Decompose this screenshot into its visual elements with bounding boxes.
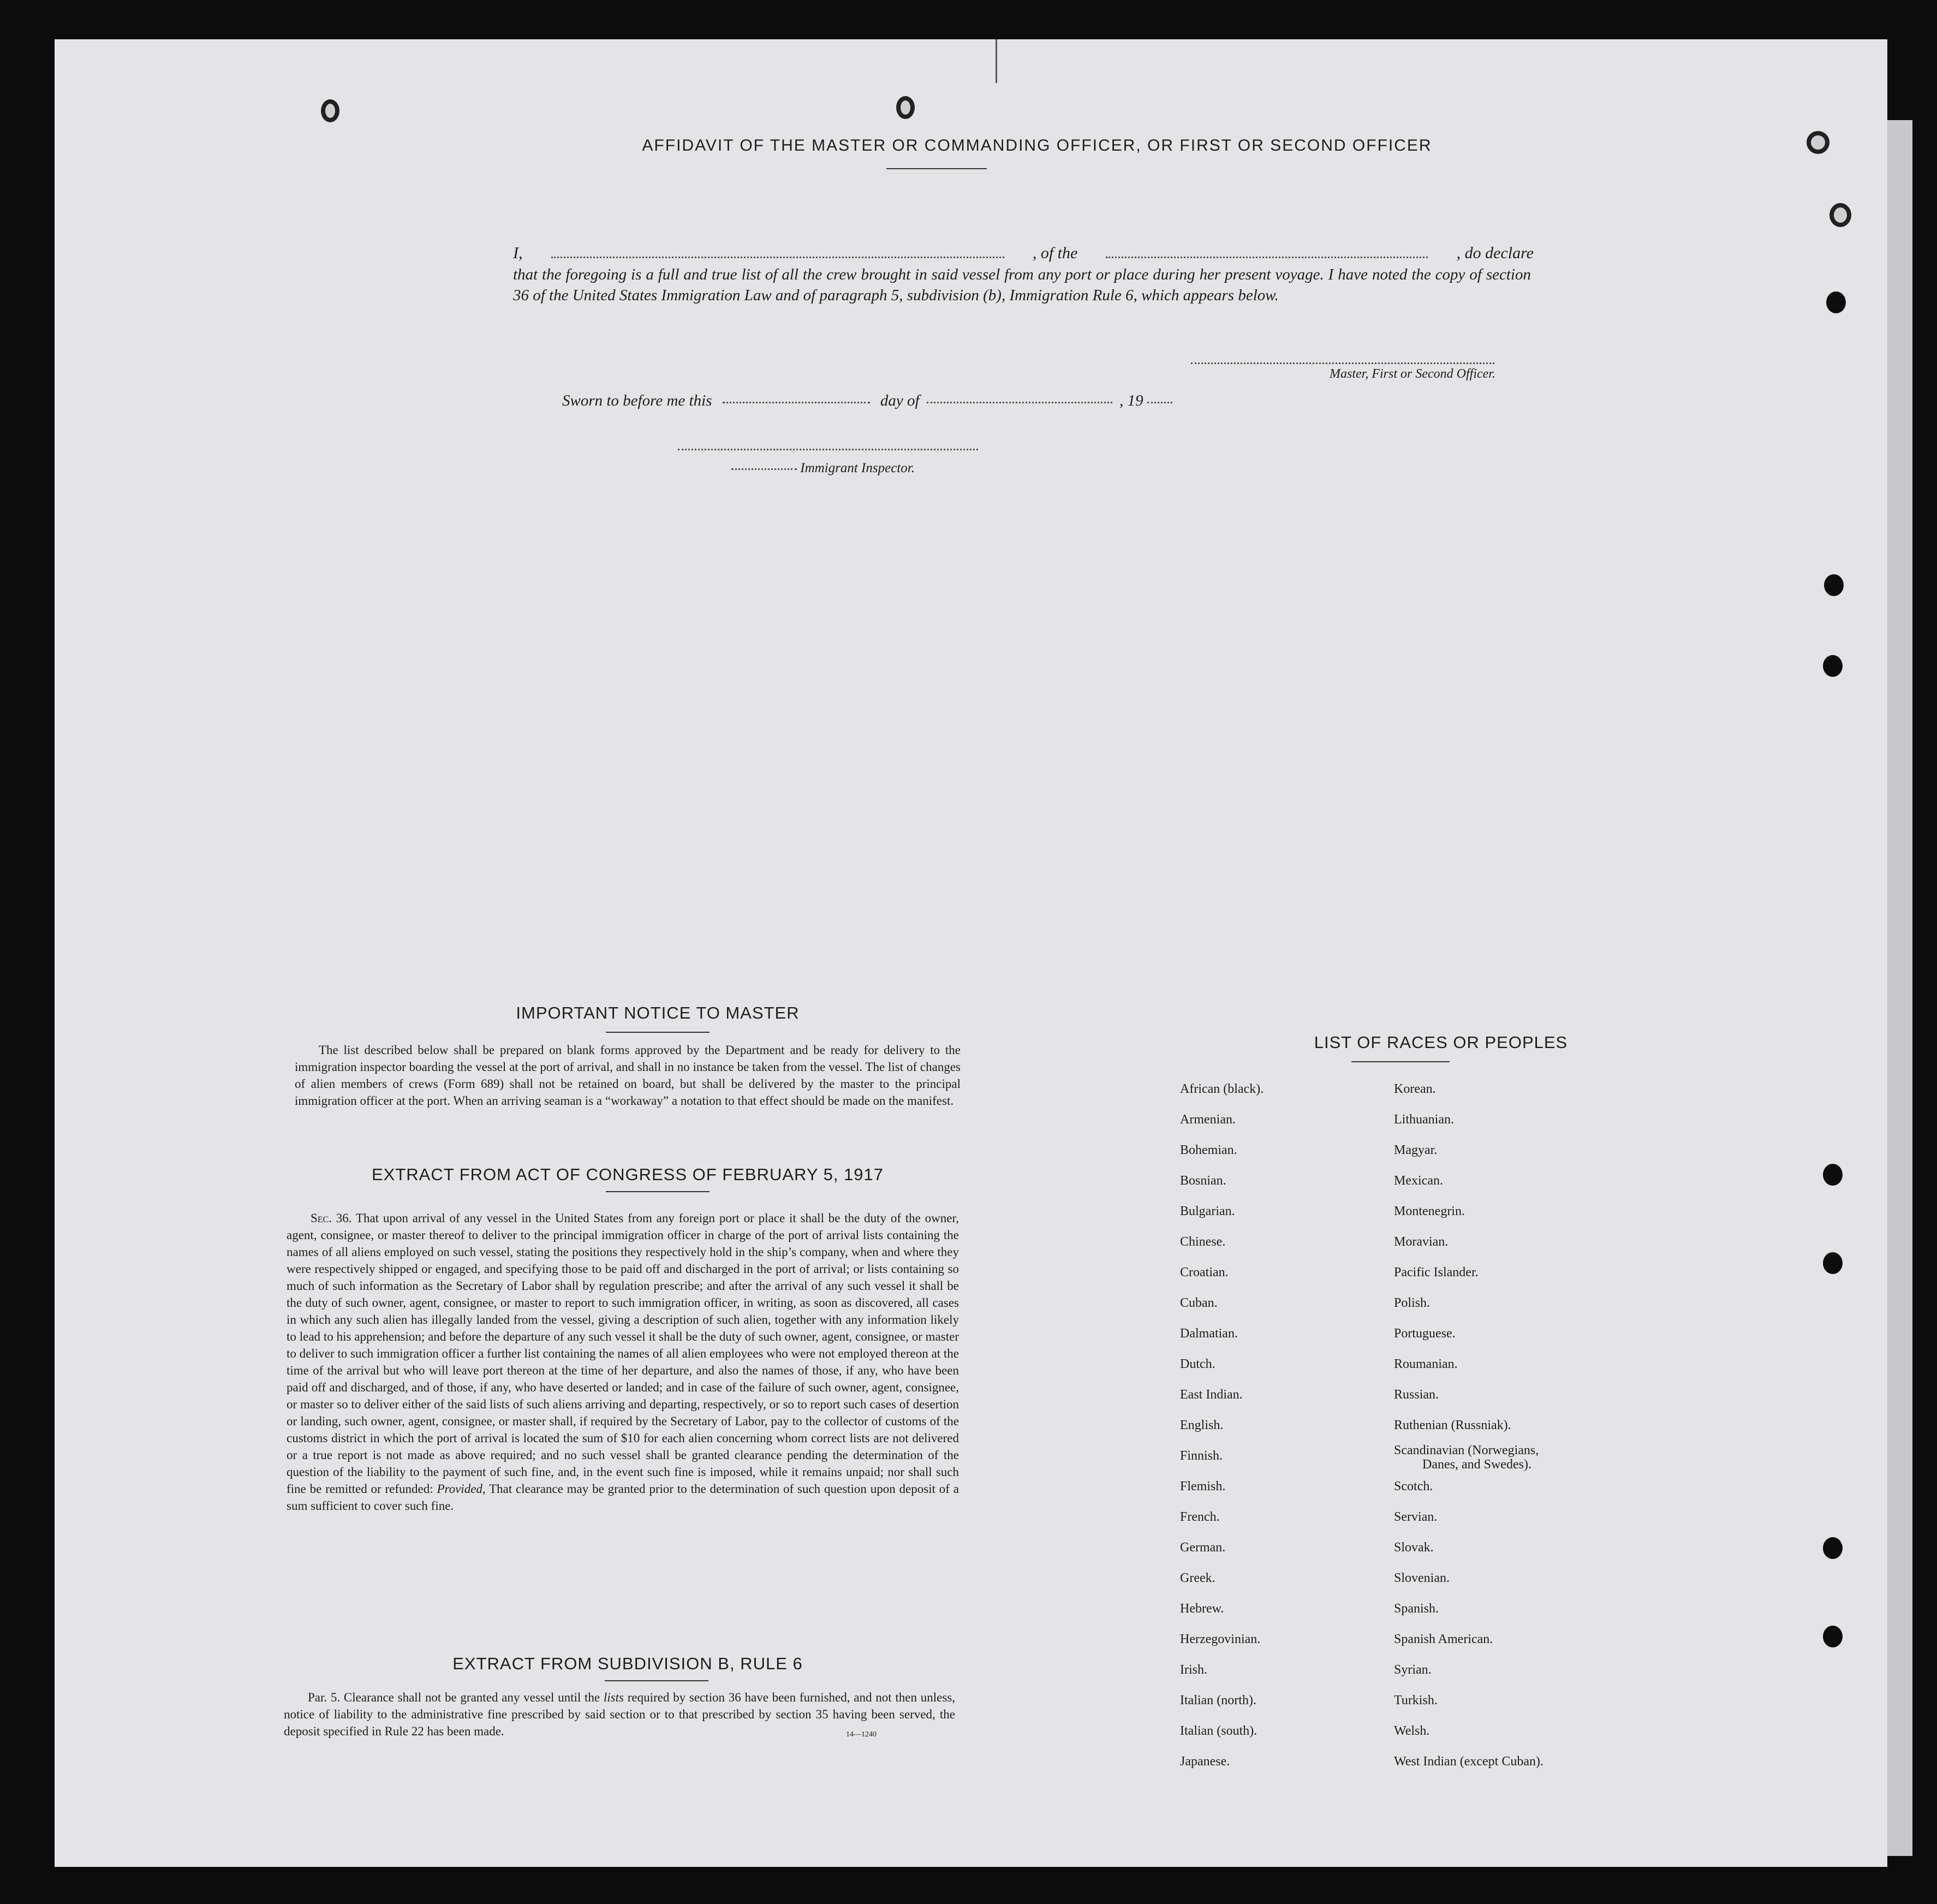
- race-item: Armenian.: [1180, 1112, 1236, 1127]
- binder-hole: [1824, 574, 1844, 596]
- inspector-line: [731, 461, 915, 476]
- document-page: [55, 39, 1887, 1867]
- race-item: Scandinavian (Norwegians,: [1394, 1443, 1539, 1457]
- race-item: Finnish.: [1180, 1449, 1223, 1463]
- race-item: Dalmatian.: [1180, 1326, 1238, 1341]
- sec-body: That upon arrival of any vessel in the United States from any foreign port or place it shall be the duty of the owner, agent, consignee, or master thereof to deliver to the principal immigration officer in charge of the port of arrival lists containing the names of all aliens employed on such vessel, stating the positions they respectively hold in the ship’s company, when and where they were respectively shipped or engaged, and specifying those to be paid off and discharged in the port of arrival; or lists containing so much of such information as the Secretary of Labor shall by regulation prescribe; and after the arrival of any such vessel it shall be the duty of such owner, agent, consignee, or master to report to such immigration officer, in writing, as soon as discovered, all cases in which any such alien has illegally landed from the vessel, giving a description of such alien, together with any information likely to lead to his apprehension; and before the departure of any such vessel it shall be the duty of such owner, agent, consignee, or master to deliver to such immigration officer a further list containing the names of all alien employees who were not employed thereon at the time of the arrival but who will leave port thereon at the time of her departure, and also the names of those, if any, who have been paid off and discharged, and of those, if any, who have deserted or landed; and in case of the failure of such owner, agent, consignee, or master so to deliver either of the said lists of such aliens arriving and departing, respectively, or so to report such cases of desertion or landing, such owner, agent, consignee, or master shall, if required by the Secretary of Labor, pay to the collector of customs of the customs district in which the port of arrival is located the sum of $10 for each alien concerning whom correct lists are not delivered or a true report is not made as above required; and no such vessel shall be granted clearance pending the determination of the question of the liability to the payment of such fine, and, in the event such fine is imposed, while it remains unpaid; nor shall such fine be remitted or refunded:: [287, 1211, 959, 1496]
- race-item: Pacific Islander.: [1394, 1265, 1479, 1280]
- sec-body-end: That clearance may be granted prior to the determination of such question upon deposit of a sum sufficient to cover such fine.: [287, 1482, 959, 1513]
- notice-rule: [606, 1032, 710, 1033]
- sworn-day-of: day of: [880, 392, 920, 409]
- race-item: Italian (south).: [1180, 1724, 1257, 1738]
- race-item: Portuguese.: [1394, 1326, 1456, 1341]
- race-item: Russian.: [1394, 1388, 1439, 1402]
- race-item: East Indian.: [1180, 1388, 1243, 1402]
- race-item: Magyar.: [1394, 1143, 1438, 1157]
- binder-hole: [1823, 1537, 1843, 1559]
- race-item: Bohemian.: [1180, 1143, 1237, 1157]
- provided-word: Provided,: [437, 1482, 486, 1496]
- sworn-line: [562, 392, 1172, 410]
- affidavit-title: AFFIDAVIT OF THE MASTER OR COMMANDING OFFICER, OR FIRST OR SECOND OFFICER: [642, 136, 1432, 154]
- race-item: Turkish.: [1394, 1693, 1438, 1707]
- race-item: French.: [1180, 1510, 1220, 1524]
- race-item: Greek.: [1180, 1571, 1215, 1585]
- title-rule: [886, 168, 987, 169]
- sworn-year-blank[interactable]: [1147, 402, 1172, 403]
- notice-body: The list described below shall be prepared on blank forms approved by the Department and be ready for delivery to the immigration inspector boarding the vessel at the port of arrival, and shall in no instance be taken from the vessel. The list of changes of alien members of crews (Form 689) shall not be retained on board, but shall be delivered by the master to the principal immigration officer at the port. When an arriving seaman is a “workaway” a notation to that effect should be made on the manifest.: [295, 1043, 961, 1108]
- fold-mark: [996, 39, 997, 83]
- sworn-prefix: Sworn to before me this: [562, 392, 712, 409]
- race-item: Lithuanian.: [1394, 1112, 1454, 1127]
- race-item: Spanish.: [1394, 1602, 1439, 1616]
- race-item: Bosnian.: [1180, 1174, 1226, 1188]
- inspector-leader: [731, 468, 797, 470]
- race-item: Polish.: [1394, 1296, 1431, 1310]
- race-item: German.: [1180, 1540, 1226, 1555]
- par-label: Par. 5.: [308, 1691, 341, 1704]
- race-item: Irish.: [1180, 1663, 1207, 1677]
- race-item: Ruthenian (Russniak).: [1394, 1418, 1511, 1432]
- race-item: Hebrew.: [1180, 1602, 1224, 1616]
- race-item: Roumanian.: [1394, 1357, 1458, 1371]
- par-body-start: Clearance shall not be granted any vessel until the: [343, 1691, 600, 1704]
- sworn-day-blank[interactable]: [723, 402, 870, 403]
- sworn-year-prefix: , 19: [1119, 392, 1143, 409]
- race-item: Bulgarian.: [1180, 1204, 1235, 1218]
- master-signature-line[interactable]: [1191, 362, 1494, 364]
- binder-hole: [1823, 1164, 1843, 1186]
- race-item: Syrian.: [1394, 1663, 1432, 1677]
- extract-rule-title: EXTRACT FROM SUBDIVISION B, RULE 6: [452, 1654, 803, 1673]
- race-item: Mexican.: [1394, 1174, 1443, 1188]
- sworn-month-blank[interactable]: [927, 402, 1112, 403]
- race-item: West Indian (except Cuban).: [1394, 1754, 1543, 1769]
- races-rule: [1351, 1061, 1450, 1062]
- race-item-continuation: Danes, and Swedes).: [1422, 1457, 1531, 1472]
- inspector-label: Immigrant Inspector.: [800, 461, 915, 475]
- name-blank[interactable]: [551, 257, 1004, 258]
- race-item: Herzegovinian.: [1180, 1632, 1261, 1646]
- races-title: LIST OF RACES OR PEOPLES: [1314, 1033, 1568, 1052]
- race-item: Cuban.: [1180, 1296, 1218, 1310]
- binder-hole: [896, 96, 915, 119]
- affidavit-body: that the foregoing is a full and true list of all the crew brought in said vessel from any port or place during her present voyage. I have noted the copy of section 36 of the United States Immigration Law and of paragraph 5, subdivision (b), Immigration Rule 6, which appears below.: [513, 266, 1531, 304]
- race-item: Slovenian.: [1394, 1571, 1450, 1585]
- binder-hole: [1823, 655, 1843, 677]
- master-label: Master, First or Second Officer.: [1330, 367, 1495, 381]
- notice-title: IMPORTANT NOTICE TO MASTER: [516, 1003, 800, 1022]
- extract-rule-rule: [605, 1680, 708, 1681]
- affidavit-i: I,: [513, 244, 523, 262]
- race-item: African (black).: [1180, 1082, 1264, 1096]
- lists-word: lists: [603, 1691, 624, 1704]
- binder-hole: [321, 99, 339, 122]
- race-item: Japanese.: [1180, 1754, 1230, 1769]
- race-item: Flemish.: [1180, 1479, 1226, 1494]
- extract-act-body: [287, 1210, 959, 1514]
- race-item: Slovak.: [1394, 1540, 1434, 1555]
- sec-label: Sec. 36.: [311, 1211, 352, 1225]
- affidavit-do-declare: , do declare: [1456, 244, 1534, 262]
- race-item: Chinese.: [1180, 1235, 1226, 1249]
- binder-hole: [1823, 1626, 1843, 1647]
- par-body-end: required by section 36 have been furnished, and not then unless, notice of liability to the administrative fine prescribed by said section or to that prescribed by section 35 having been served, the deposit specified in Rule 22 has been made.: [284, 1691, 956, 1738]
- extract-act-title: EXTRACT FROM ACT OF CONGRESS OF FEBRUARY 5, 1917: [371, 1165, 884, 1184]
- binder-hole: [1826, 291, 1846, 313]
- race-item: Korean.: [1394, 1082, 1436, 1096]
- binder-hole: [1829, 203, 1851, 227]
- race-item: Croatian.: [1180, 1265, 1229, 1280]
- affidavit-declaration-line: [513, 242, 1534, 264]
- inspector-signature-line[interactable]: [678, 449, 978, 450]
- race-item: Spanish American.: [1394, 1632, 1493, 1646]
- race-item: Scotch.: [1394, 1479, 1433, 1494]
- race-item: Servian.: [1394, 1510, 1438, 1524]
- extract-act-rule: [606, 1191, 710, 1192]
- form-number: 14—1240: [846, 1730, 877, 1739]
- race-item: Moravian.: [1394, 1235, 1449, 1249]
- race-item: Welsh.: [1394, 1724, 1430, 1738]
- race-item: English.: [1180, 1418, 1224, 1432]
- race-item: Montenegrin.: [1394, 1204, 1465, 1218]
- race-item: Dutch.: [1180, 1357, 1215, 1371]
- binder-hole: [1807, 131, 1829, 154]
- affidavit-of-the: , of the: [1032, 244, 1078, 262]
- race-item: Italian (north).: [1180, 1693, 1256, 1707]
- binder-hole: [1823, 1252, 1843, 1274]
- vessel-blank[interactable]: [1106, 257, 1428, 258]
